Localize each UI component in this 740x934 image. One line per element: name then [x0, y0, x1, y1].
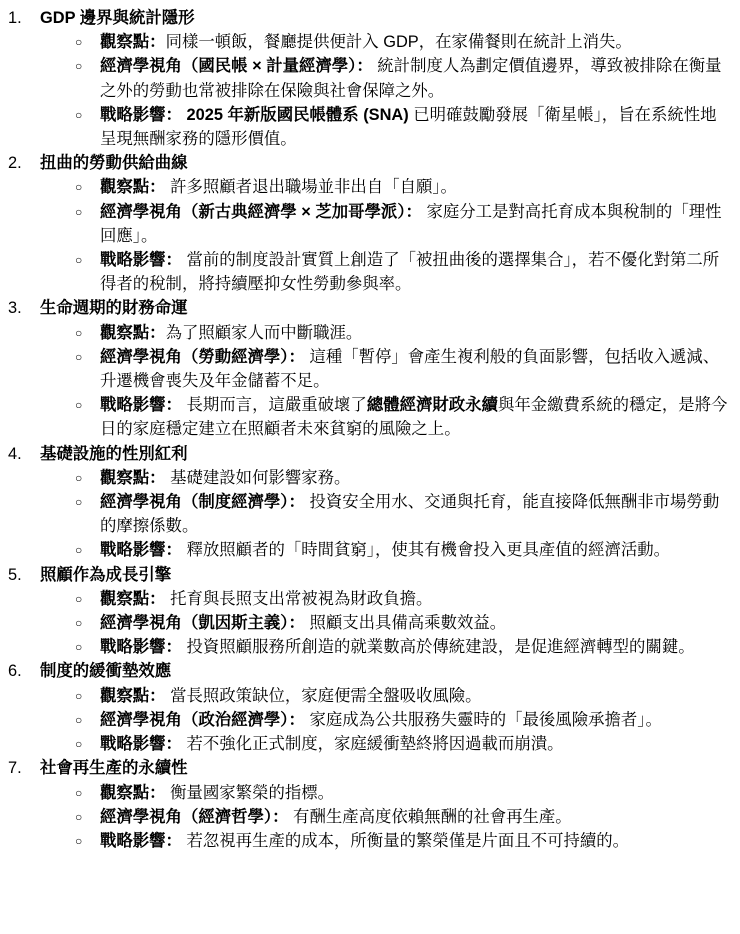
item-body: 投資照顧服務所創造的就業數高於傳統建設，是促進經濟轉型的關鍵。: [181, 638, 695, 657]
item-label: 觀察點：: [100, 468, 166, 487]
list-item: [75, 781, 732, 805]
list-item: [75, 30, 732, 54]
list-item: [75, 393, 732, 441]
item-body: 當長照政策缺位，家庭便需全盤吸收風險。: [165, 686, 482, 705]
item-text: [100, 54, 732, 102]
section-number: 7.: [8, 759, 22, 778]
item-body: 長期而言，這嚴重破壞了: [181, 396, 367, 415]
section: [8, 151, 732, 296]
list-item: [75, 611, 732, 635]
item-label: 觀察點：: [100, 323, 166, 342]
item-label: 經濟學視角（新古典經濟學 × 芝加哥學派）：: [100, 202, 422, 221]
item-body: 同樣一頓飯，餐廳提供便計入 GDP，在家備餐則在統計上消失。: [165, 33, 632, 52]
item-text: [100, 805, 732, 829]
list-item: [75, 54, 732, 102]
bullet-circle-icon: ○: [75, 349, 83, 364]
item-body: 照顧支出具備高乘數效益。: [304, 614, 507, 633]
section-title-text: 制度的緩衝墊效應: [40, 662, 172, 681]
list-item: [75, 587, 732, 611]
bullet-circle-icon: ○: [75, 253, 83, 268]
item-body: 基礎建設如何影響家務。: [165, 468, 351, 487]
item-label: 經濟學視角（凱因斯主義）：: [100, 614, 305, 633]
item-text: [100, 466, 732, 490]
section-number: 1.: [8, 9, 22, 27]
list-item: [75, 829, 732, 853]
item-label: 經濟學視角（勞動經濟學）：: [100, 347, 305, 366]
section-title-text: 扭曲的勞動供給曲線: [40, 154, 188, 173]
section-title: [8, 151, 732, 175]
item-body: 投資安全用水、交通與托育，能直接降低無酬非市場勞動的摩擦係數。: [100, 493, 720, 536]
section-number: 2.: [8, 154, 22, 173]
bullet-circle-icon: ○: [75, 591, 83, 606]
list-item: [75, 635, 732, 659]
item-body: 釋放照顧者的「時間貧窮」，使其有機會投入更具產值的經濟活動。: [181, 541, 671, 560]
list-item: [75, 345, 732, 393]
bullet-circle-icon: ○: [75, 809, 83, 824]
bullet-list: [8, 587, 732, 660]
section-title-text: GDP 邊界與統計隱形: [40, 9, 195, 27]
item-label: 觀察點：: [100, 178, 166, 197]
bullet-list: [8, 175, 732, 296]
item-emphasis: 2025 年新版國民帳體系 (SNA): [181, 105, 409, 124]
item-text: [100, 538, 732, 562]
item-text: [100, 829, 732, 853]
item-label: 戰略影響：: [100, 541, 182, 560]
item-text: [100, 732, 732, 756]
item-text: [100, 781, 732, 805]
item-body: 若不強化正式制度，家庭緩衝墊終將因過載而崩潰。: [181, 735, 564, 754]
section-title: [8, 442, 732, 466]
item-label: 戰略影響：: [100, 251, 182, 270]
item-label: 經濟學視角（國民帳 × 計量經濟學）：: [100, 57, 373, 76]
item-label: 戰略影響：: [100, 396, 182, 415]
item-label: 經濟學視角（經濟哲學）：: [100, 807, 289, 826]
item-text: [100, 635, 732, 659]
bullet-circle-icon: ○: [75, 107, 83, 122]
bullet-list: [8, 321, 732, 442]
bullet-list: [8, 781, 732, 854]
item-body: 這種「暫停」會產生複利般的負面影響，包括收入遞減、升遷機會喪失及年金儲蓄不足。: [100, 347, 720, 391]
section-title-text: 照顧作為成長引擎: [40, 565, 172, 584]
item-text: [100, 611, 732, 635]
list-item: [75, 684, 732, 708]
list-item: [75, 321, 732, 345]
item-body: 衡量國家繁榮的指標。: [165, 783, 335, 802]
bullet-circle-icon: ○: [75, 737, 83, 752]
section-title-text: 基礎設施的性別紅利: [40, 444, 188, 463]
section: [8, 442, 732, 563]
item-body: 有酬生產高度依賴無酬的社會再生產。: [288, 807, 572, 826]
item-text: [100, 321, 732, 345]
item-text: [100, 248, 732, 296]
item-text: [100, 490, 732, 538]
item-text: [100, 684, 732, 708]
section: [8, 6, 732, 151]
list-item: [75, 200, 732, 248]
item-label: 觀察點：: [100, 589, 166, 608]
section-title: [8, 563, 732, 587]
bullet-circle-icon: ○: [75, 35, 83, 50]
item-body: 當前的制度設計實質上創造了「被扭曲後的選擇集合」，若不優化對第二所得者的稅制，將持續壓抑女性勞動參與率。: [100, 251, 720, 294]
bullet-circle-icon: ○: [75, 470, 83, 485]
bullet-circle-icon: ○: [75, 398, 83, 413]
item-label: 戰略影響：: [100, 105, 182, 124]
bullet-circle-icon: ○: [75, 543, 83, 558]
bullet-circle-icon: ○: [75, 325, 83, 340]
item-label: 觀察點：: [100, 33, 166, 52]
item-text: [100, 345, 732, 393]
list-item: [75, 708, 732, 732]
bullet-list: [8, 684, 732, 757]
bullet-circle-icon: ○: [75, 833, 83, 848]
bullet-circle-icon: ○: [75, 495, 83, 510]
item-label: 戰略影響：: [100, 831, 182, 850]
bullet-circle-icon: ○: [75, 640, 83, 655]
section: [8, 659, 732, 756]
item-label: 戰略影響：: [100, 638, 182, 657]
item-body: 統計制度人為劃定價值邊界，導致被排除在衡量之外的勞動也常被排除在保險與社會保障之外。: [100, 57, 722, 100]
bullet-circle-icon: ○: [75, 59, 83, 74]
bullet-circle-icon: ○: [75, 688, 83, 703]
list-item: [75, 466, 732, 490]
list-item: [75, 805, 732, 829]
list-item: [75, 175, 732, 199]
section: [8, 563, 732, 660]
item-body: 家庭成為公共服務失靈時的「最後風險承擔者」。: [304, 710, 662, 729]
item-text: [100, 393, 732, 441]
bullet-circle-icon: ○: [75, 180, 83, 195]
section: [8, 296, 732, 441]
item-text: [100, 175, 732, 199]
section-title: [8, 756, 732, 780]
item-body: 與年金繳費系統的穩定，是將今日的家庭穩定建立在照顧者未來貧窮的風險之上。: [100, 396, 728, 439]
bullet-list: [8, 466, 732, 563]
item-body: 為了照顧家人而中斷職涯。: [165, 323, 363, 342]
item-body: 托育與長照支出常被視為財政負擔。: [165, 589, 433, 608]
item-label: 觀察點：: [100, 686, 166, 705]
item-text: [100, 587, 732, 611]
bullet-circle-icon: ○: [75, 712, 83, 727]
section-title: [8, 6, 732, 30]
section-number: 3.: [8, 299, 22, 318]
item-body: 家庭分工是對高托育成本與稅制的「理性回應」。: [100, 202, 722, 245]
section-title-text: 社會再生產的永續性: [40, 759, 188, 778]
list-item: [75, 103, 732, 151]
list-item: [75, 248, 732, 296]
item-label: 觀察點：: [100, 783, 166, 802]
item-body: 若忽視再生產的成本，所衡量的繁榮僅是片面且不可持續的。: [181, 831, 630, 850]
item-body: 許多照顧者退出職場並非出自「自願」。: [165, 178, 457, 197]
item-body: 已明確鼓勵發展「衛星帳」，旨在系統性地呈現無酬家務的隱形價值。: [100, 105, 717, 149]
item-text: [100, 103, 732, 151]
section-title-text: 生命週期的財務命運: [40, 299, 188, 318]
list-item: [75, 538, 732, 562]
bullet-circle-icon: ○: [75, 616, 83, 631]
item-text: [100, 708, 732, 732]
list-item: [75, 490, 732, 538]
item-label: 經濟學視角（政治經濟學）：: [100, 710, 305, 729]
item-text: [100, 30, 732, 54]
item-text: [100, 200, 732, 248]
bullet-list: [8, 30, 732, 151]
list-item: [75, 732, 732, 756]
section-title: [8, 659, 732, 683]
section-number: 4.: [8, 444, 22, 463]
section-title: [8, 296, 732, 320]
bullet-circle-icon: ○: [75, 204, 83, 219]
section-number: 6.: [8, 662, 22, 681]
item-label: 戰略影響：: [100, 735, 182, 754]
section: [8, 756, 732, 853]
section-number: 5.: [8, 565, 22, 584]
item-emphasis: 總體經濟財政永續: [366, 396, 498, 415]
item-label: 經濟學視角（制度經濟學）：: [100, 493, 305, 512]
bullet-circle-icon: ○: [75, 785, 83, 800]
